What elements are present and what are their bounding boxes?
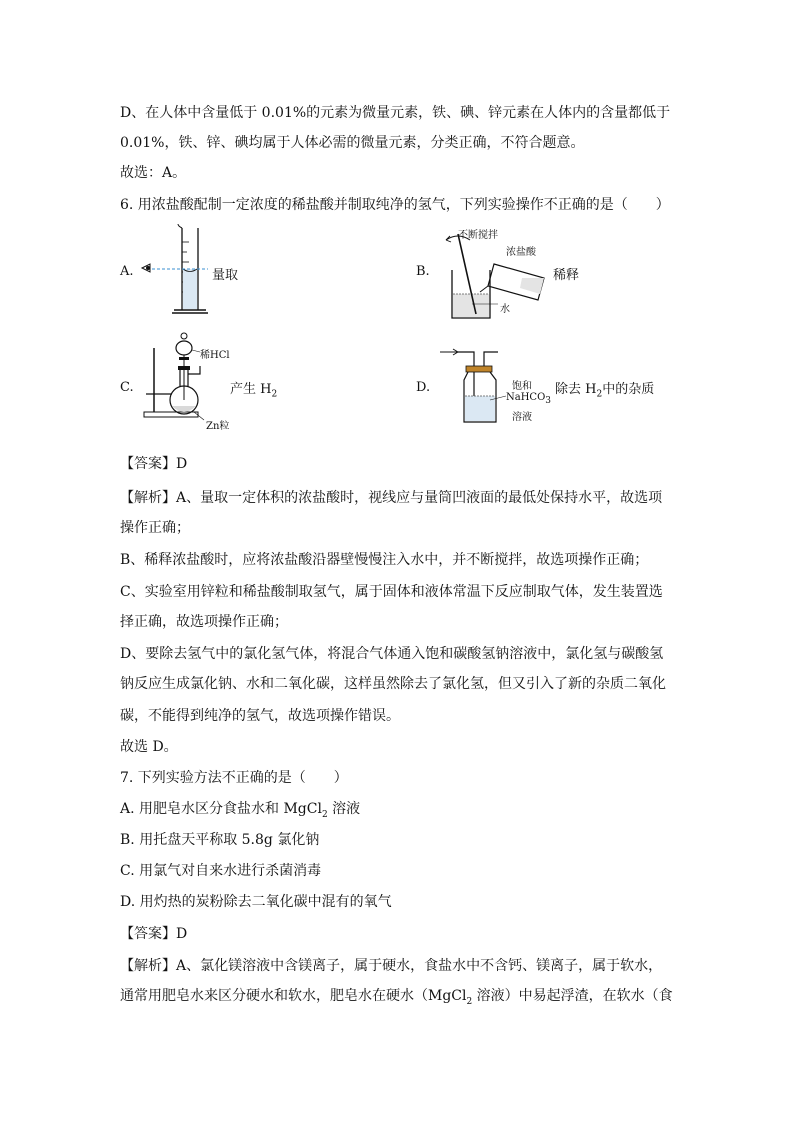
q6-stem: 6. 用浓盐酸配制一定浓度的稀盐酸并制取纯净的氢气，下列实验操作不正确的是（ ）: [120, 197, 670, 213]
q6-d-label-solution: 溶液: [512, 412, 532, 423]
q6-analysis-line-8: 碳，不能得到纯净的氢气，故选项操作错误。: [120, 708, 400, 724]
q6-option-d-letter: D.: [416, 380, 431, 395]
q6-option-d-caption: 除去 $H_2$中的杂质: [555, 382, 655, 400]
q7-analysis-line-2: 通常用肥皂水来区分硬水和软水，肥皂水在硬水（MgCl$_2$ 溶液）中易起浮渣，在软水（食: [120, 988, 673, 1007]
q7-option-b: B. 用托盘天平称取 5.8g 氯化钠: [120, 832, 320, 848]
q7-stem: 7. 下列实验方法不正确的是（ ）: [120, 770, 348, 786]
q7-answer: 【答案】D: [120, 926, 188, 942]
q6-analysis-line-4: C、实验室用锌粒和稀盐酸制取氢气，属于固体和液体常温下反应制取气体，发生装置选: [120, 584, 663, 600]
q6-answer: 【答案】D: [120, 456, 188, 472]
q6-option-b-letter: B.: [416, 264, 430, 279]
q6-analysis-line-6: D、要除去氢气中的氯化氢气体，将混合气体通入饱和碳酸氢钠溶液中，氯化氢与碳酸氢: [120, 646, 664, 662]
q6-analysis-line-1: 【解析】A、量取一定体积的浓盐酸时，视线应与量筒凹液面的最低处保持水平，故选项: [120, 490, 663, 506]
q6-option-a-letter: A.: [120, 264, 134, 279]
graduated-cylinder-figure: [138, 222, 218, 322]
q6-c-label-hcl: 稀HCl: [200, 350, 230, 361]
q5-option-d-line2: 0.01%，铁、锌、碘均属于人体必需的微量元素，分类正确，不符合题意。: [120, 135, 585, 151]
q6-analysis-line-7: 钠反应生成氯化钠、水和二氧化碳，这样虽然除去了氯化氢，但又引入了新的杂质二氧化: [120, 676, 666, 692]
q6-d-label-nahco3: NaHCO$_3$: [506, 392, 552, 406]
q6-analysis-line-3: B、稀释浓盐酸时，应将浓盐酸沿器壁慢慢注入水中，并不断搅拌，故选项操作正确；: [120, 552, 649, 568]
q6-d-label-saturated: 饱和: [512, 381, 532, 392]
q6-option-a-caption: 量取: [212, 268, 239, 283]
q5-option-d-line1: D、在人体中含量低于 0.01%的元素为微量元素，铁、碘、锌元素在人体内的含量都低于: [120, 105, 671, 121]
hydrogen-generator-figure: [138, 330, 238, 422]
q6-b-label-stir: 不断搅拌: [458, 230, 498, 241]
q6-option-c-caption: 产生 $H_2$: [230, 382, 278, 400]
q6-c-label-zn: Zn粒: [206, 421, 230, 432]
q6-analysis-line-5: 择正确，故选项操作正确；: [120, 614, 288, 630]
q5-choice: 故选：A。: [120, 165, 187, 181]
q6-analysis-line-2: 操作正确；: [120, 520, 190, 536]
q6-option-b-caption: 稀释: [553, 268, 580, 283]
q6-b-label-acid: 浓盐酸: [506, 247, 536, 258]
q7-analysis-line-1: 【解析】A、氯化镁溶液中含镁离子，属于硬水，食盐水中不含钙、镁离子，属于软水，: [120, 958, 663, 974]
q7-option-a: A. 用肥皂水区分食盐水和 MgCl$_2$ 溶液: [120, 801, 361, 820]
q7-option-d: D. 用灼热的炭粉除去二氧化碳中混有的氧气: [120, 894, 392, 910]
q7-option-c: C. 用氯气对自来水进行杀菌消毒: [120, 863, 322, 879]
q6-option-c-letter: C.: [120, 380, 134, 395]
q6-choice: 故选 D。: [120, 739, 178, 755]
q6-b-label-water: 水: [500, 304, 510, 315]
